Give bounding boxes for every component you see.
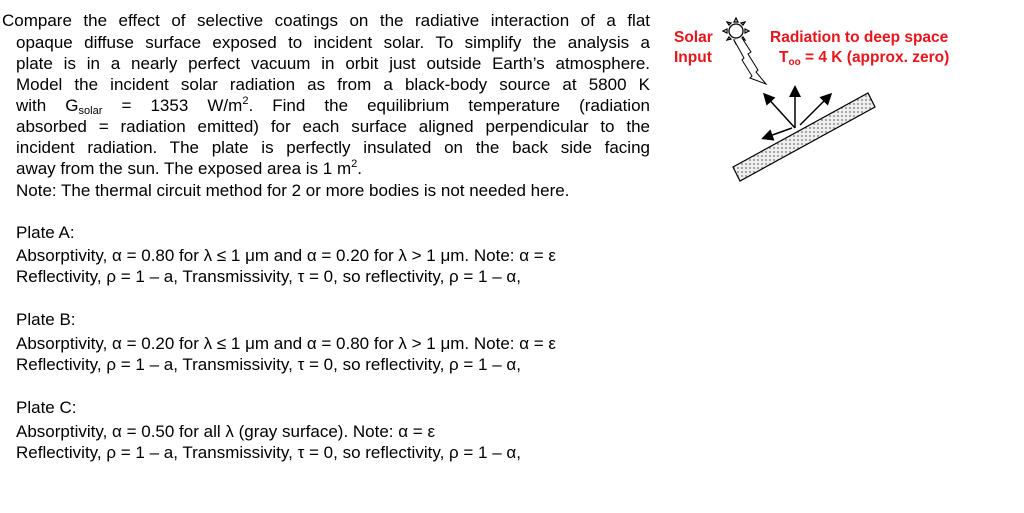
intro-line-1: Compare the effect of selective coatings on the radiative interaction of a flat (2, 11, 650, 30)
deep-space-label: Radiation to deep space (770, 29, 949, 46)
intro-note: Note: The thermal circuit method for 2 or more bodies is not needed here. (16, 181, 570, 200)
superscript: 2 (242, 95, 249, 107)
plate-b-absorptivity: Absorptivity, α = 0.20 for λ ≤ 1 μm and α = 0.80 for λ > 1 μm. Note: α = ε (16, 334, 557, 353)
intro-line-5 (16, 96, 650, 116)
text: . (357, 159, 362, 178)
plate-surface (733, 93, 875, 181)
superscript: 2 (351, 158, 358, 170)
plate-a-absorptivity: Absorptivity, α = 0.80 for λ ≤ 1 μm and α = 0.20 for λ > 1 μm. Note: α = ε (16, 246, 557, 265)
subscript: solar (78, 105, 103, 117)
intro-line-4: Model the incident solar radiation as from a black-body source at 5800 K (16, 75, 650, 94)
intro-line-8 (16, 159, 362, 179)
text: T (779, 49, 789, 66)
subscript: oo (788, 57, 801, 68)
text: away from the sun. The exposed area is 1 m (16, 159, 352, 178)
plate-diagram (660, 10, 980, 190)
plate-b-reflectivity: Reflectivity, ρ = 1 – a, Transmissivity, τ = 0, so reflectivity, ρ = 1 – α, (16, 355, 521, 374)
solar-ray-lightning-icon (734, 38, 766, 84)
plate-c-absorptivity: Absorptivity, α = 0.50 for all λ (gray surface). Note: α = ε (16, 422, 436, 441)
text: = 4 K (approx. zero) (800, 49, 950, 66)
solar-input-label-2: Input (674, 49, 712, 66)
solar-input-label-1: Solar (674, 29, 713, 46)
text: = 1353 W/m (102, 96, 243, 115)
intro-line-2: opaque diffuse surface exposed to incident solar. To simplify the analysis a (16, 33, 650, 52)
plate-b-title: Plate B: (16, 310, 76, 329)
text: with G (16, 96, 79, 115)
intro-line-7: incident radiation. The plate is perfectly insulated on the back side facing (16, 138, 650, 157)
intro-line-6: absorbed = radiation emitted) for each surface aligned perpendicular to the (16, 117, 650, 136)
plate-a-title: Plate A: (16, 223, 75, 242)
plate-c-title: Plate C: (16, 398, 77, 417)
plate-a-reflectivity: Reflectivity, ρ = 1 – a, Transmissivity, τ = 0, so reflectivity, ρ = 1 – α, (16, 267, 521, 286)
plate-c-reflectivity: Reflectivity, ρ = 1 – a, Transmissivity, τ = 0, so reflectivity, ρ = 1 – α, (16, 443, 521, 462)
intro-line-3: plate is in a nearly perfect vacuum in orbit just outside Earth’s atmosphere. (16, 54, 650, 73)
text: . Find the equilibrium temperature (radiation (248, 96, 650, 115)
